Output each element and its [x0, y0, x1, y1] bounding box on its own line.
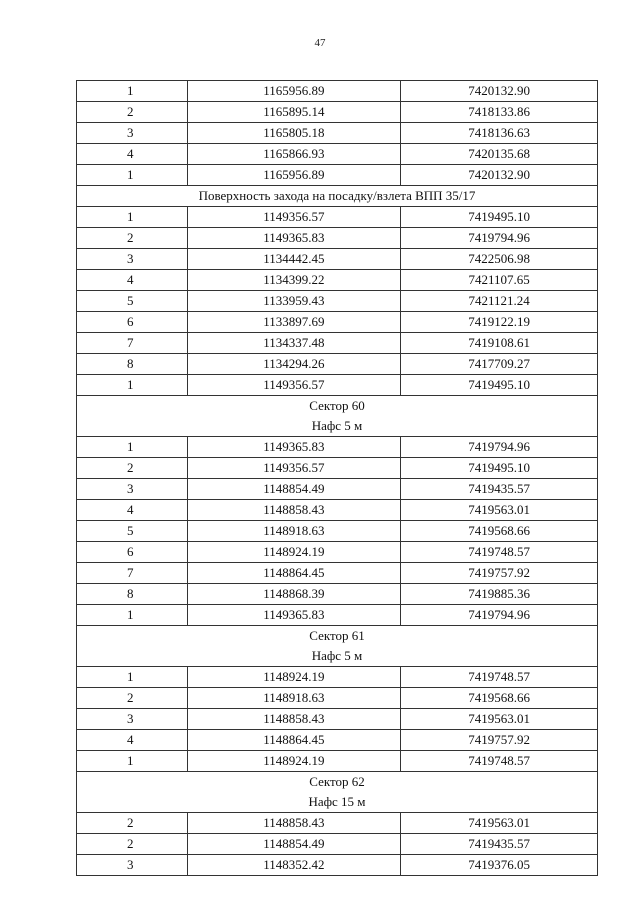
- point-number-cell: 2: [77, 688, 188, 709]
- point-number-cell: 1: [77, 375, 188, 396]
- table-row: [77, 584, 598, 605]
- y-coordinate-cell: 7419748.57: [401, 751, 598, 772]
- point-number-cell: 8: [77, 584, 188, 605]
- point-number-cell: 4: [77, 730, 188, 751]
- y-coordinate-cell: 7419563.01: [401, 709, 598, 730]
- x-coordinate-cell: 1148854.49: [187, 479, 401, 500]
- point-number-cell: 1: [77, 207, 188, 228]
- x-coordinate-cell: 1165956.89: [187, 165, 401, 186]
- x-coordinate-cell: 1134399.22: [187, 270, 401, 291]
- section-title: Сектор 62: [309, 774, 365, 789]
- x-coordinate-cell: 1149365.83: [187, 228, 401, 249]
- point-number-cell: 6: [77, 542, 188, 563]
- section-header-row: [77, 626, 598, 667]
- x-coordinate-cell: 1134337.48: [187, 333, 401, 354]
- section-title: Поверхность захода на посадку/взлета ВПП 35/17: [77, 186, 598, 207]
- x-coordinate-cell: 1149365.83: [187, 605, 401, 626]
- y-coordinate-cell: 7419435.57: [401, 479, 598, 500]
- point-number-cell: 3: [77, 123, 188, 144]
- y-coordinate-cell: 7417709.27: [401, 354, 598, 375]
- y-coordinate-cell: 7420132.90: [401, 165, 598, 186]
- y-coordinate-cell: 7419495.10: [401, 375, 598, 396]
- y-coordinate-cell: 7418136.63: [401, 123, 598, 144]
- table-row: [77, 688, 598, 709]
- table-row: [77, 855, 598, 876]
- point-number-cell: 4: [77, 500, 188, 521]
- coordinates-table: [76, 80, 598, 876]
- x-coordinate-cell: 1149365.83: [187, 437, 401, 458]
- point-number-cell: 3: [77, 855, 188, 876]
- section-header: [77, 396, 598, 437]
- table-row: [77, 751, 598, 772]
- y-coordinate-cell: 7419376.05: [401, 855, 598, 876]
- table-row: [77, 563, 598, 584]
- section-subtitle: Нафс 5 м: [311, 648, 363, 663]
- y-coordinate-cell: 7418133.86: [401, 102, 598, 123]
- table-row: [77, 228, 598, 249]
- y-coordinate-cell: 7419794.96: [401, 605, 598, 626]
- point-number-cell: 8: [77, 354, 188, 375]
- table-row: [77, 375, 598, 396]
- x-coordinate-cell: 1165805.18: [187, 123, 401, 144]
- y-coordinate-cell: 7419563.01: [401, 813, 598, 834]
- y-coordinate-cell: 7419563.01: [401, 500, 598, 521]
- table-row: [77, 123, 598, 144]
- x-coordinate-cell: 1134442.45: [187, 249, 401, 270]
- section-title: Сектор 61: [309, 628, 365, 643]
- table-row: [77, 709, 598, 730]
- table-row: [77, 667, 598, 688]
- table-row: [77, 437, 598, 458]
- section-header: [77, 772, 598, 813]
- x-coordinate-cell: 1148924.19: [187, 542, 401, 563]
- x-coordinate-cell: 1148858.43: [187, 709, 401, 730]
- point-number-cell: 1: [77, 81, 188, 102]
- y-coordinate-cell: 7419435.57: [401, 834, 598, 855]
- point-number-cell: 5: [77, 521, 188, 542]
- table-row: [77, 249, 598, 270]
- table-row: [77, 291, 598, 312]
- y-coordinate-cell: 7420132.90: [401, 81, 598, 102]
- y-coordinate-cell: 7419108.61: [401, 333, 598, 354]
- x-coordinate-cell: 1133959.43: [187, 291, 401, 312]
- point-number-cell: 2: [77, 458, 188, 479]
- point-number-cell: 2: [77, 834, 188, 855]
- x-coordinate-cell: 1148918.63: [187, 688, 401, 709]
- point-number-cell: 1: [77, 605, 188, 626]
- x-coordinate-cell: 1148924.19: [187, 667, 401, 688]
- x-coordinate-cell: 1165895.14: [187, 102, 401, 123]
- y-coordinate-cell: 7419794.96: [401, 437, 598, 458]
- section-subtitle: Нафс 5 м: [311, 418, 363, 433]
- y-coordinate-cell: 7419748.57: [401, 542, 598, 563]
- table-row: [77, 730, 598, 751]
- x-coordinate-cell: 1149356.57: [187, 207, 401, 228]
- point-number-cell: 2: [77, 813, 188, 834]
- table-row: [77, 354, 598, 375]
- point-number-cell: 6: [77, 312, 188, 333]
- x-coordinate-cell: 1133897.69: [187, 312, 401, 333]
- table-row: [77, 500, 598, 521]
- table-row: [77, 144, 598, 165]
- section-header-row: [77, 772, 598, 813]
- section-title: Сектор 60: [309, 398, 365, 413]
- y-coordinate-cell: 7419122.19: [401, 312, 598, 333]
- y-coordinate-cell: 7422506.98: [401, 249, 598, 270]
- x-coordinate-cell: 1165866.93: [187, 144, 401, 165]
- point-number-cell: 4: [77, 270, 188, 291]
- y-coordinate-cell: 7420135.68: [401, 144, 598, 165]
- coordinates-table-body: [77, 81, 598, 876]
- section-header-row: [77, 186, 598, 207]
- section-header-row: [77, 396, 598, 437]
- y-coordinate-cell: 7419757.92: [401, 563, 598, 584]
- point-number-cell: 7: [77, 333, 188, 354]
- point-number-cell: 1: [77, 437, 188, 458]
- table-row: [77, 270, 598, 291]
- point-number-cell: 1: [77, 751, 188, 772]
- point-number-cell: 1: [77, 667, 188, 688]
- table-row: [77, 813, 598, 834]
- point-number-cell: 3: [77, 249, 188, 270]
- point-number-cell: 1: [77, 165, 188, 186]
- y-coordinate-cell: 7419794.96: [401, 228, 598, 249]
- x-coordinate-cell: 1148918.63: [187, 521, 401, 542]
- y-coordinate-cell: 7419495.10: [401, 458, 598, 479]
- x-coordinate-cell: 1148868.39: [187, 584, 401, 605]
- x-coordinate-cell: 1149356.57: [187, 458, 401, 479]
- x-coordinate-cell: 1148352.42: [187, 855, 401, 876]
- y-coordinate-cell: 7419568.66: [401, 688, 598, 709]
- table-row: [77, 605, 598, 626]
- table-row: [77, 312, 598, 333]
- y-coordinate-cell: 7419495.10: [401, 207, 598, 228]
- section-subtitle: Нафс 15 м: [308, 794, 366, 809]
- section-header: [77, 626, 598, 667]
- table-row: [77, 333, 598, 354]
- point-number-cell: 7: [77, 563, 188, 584]
- x-coordinate-cell: 1148858.43: [187, 500, 401, 521]
- x-coordinate-cell: 1165956.89: [187, 81, 401, 102]
- table-row: [77, 479, 598, 500]
- x-coordinate-cell: 1134294.26: [187, 354, 401, 375]
- table-row: [77, 521, 598, 542]
- x-coordinate-cell: 1148864.45: [187, 730, 401, 751]
- point-number-cell: 3: [77, 709, 188, 730]
- point-number-cell: 3: [77, 479, 188, 500]
- table-row: [77, 458, 598, 479]
- point-number-cell: 5: [77, 291, 188, 312]
- y-coordinate-cell: 7419757.92: [401, 730, 598, 751]
- table-row: [77, 542, 598, 563]
- y-coordinate-cell: 7421121.24: [401, 291, 598, 312]
- table-row: [77, 165, 598, 186]
- point-number-cell: 2: [77, 228, 188, 249]
- x-coordinate-cell: 1148864.45: [187, 563, 401, 584]
- table-row: [77, 81, 598, 102]
- table-row: [77, 102, 598, 123]
- page-number: 47: [314, 37, 326, 49]
- point-number-cell: 4: [77, 144, 188, 165]
- y-coordinate-cell: 7419748.57: [401, 667, 598, 688]
- x-coordinate-cell: 1148858.43: [187, 813, 401, 834]
- point-number-cell: 2: [77, 102, 188, 123]
- y-coordinate-cell: 7419568.66: [401, 521, 598, 542]
- x-coordinate-cell: 1148854.49: [187, 834, 401, 855]
- x-coordinate-cell: 1149356.57: [187, 375, 401, 396]
- x-coordinate-cell: 1148924.19: [187, 751, 401, 772]
- table-row: [77, 834, 598, 855]
- y-coordinate-cell: 7421107.65: [401, 270, 598, 291]
- y-coordinate-cell: 7419885.36: [401, 584, 598, 605]
- table-row: [77, 207, 598, 228]
